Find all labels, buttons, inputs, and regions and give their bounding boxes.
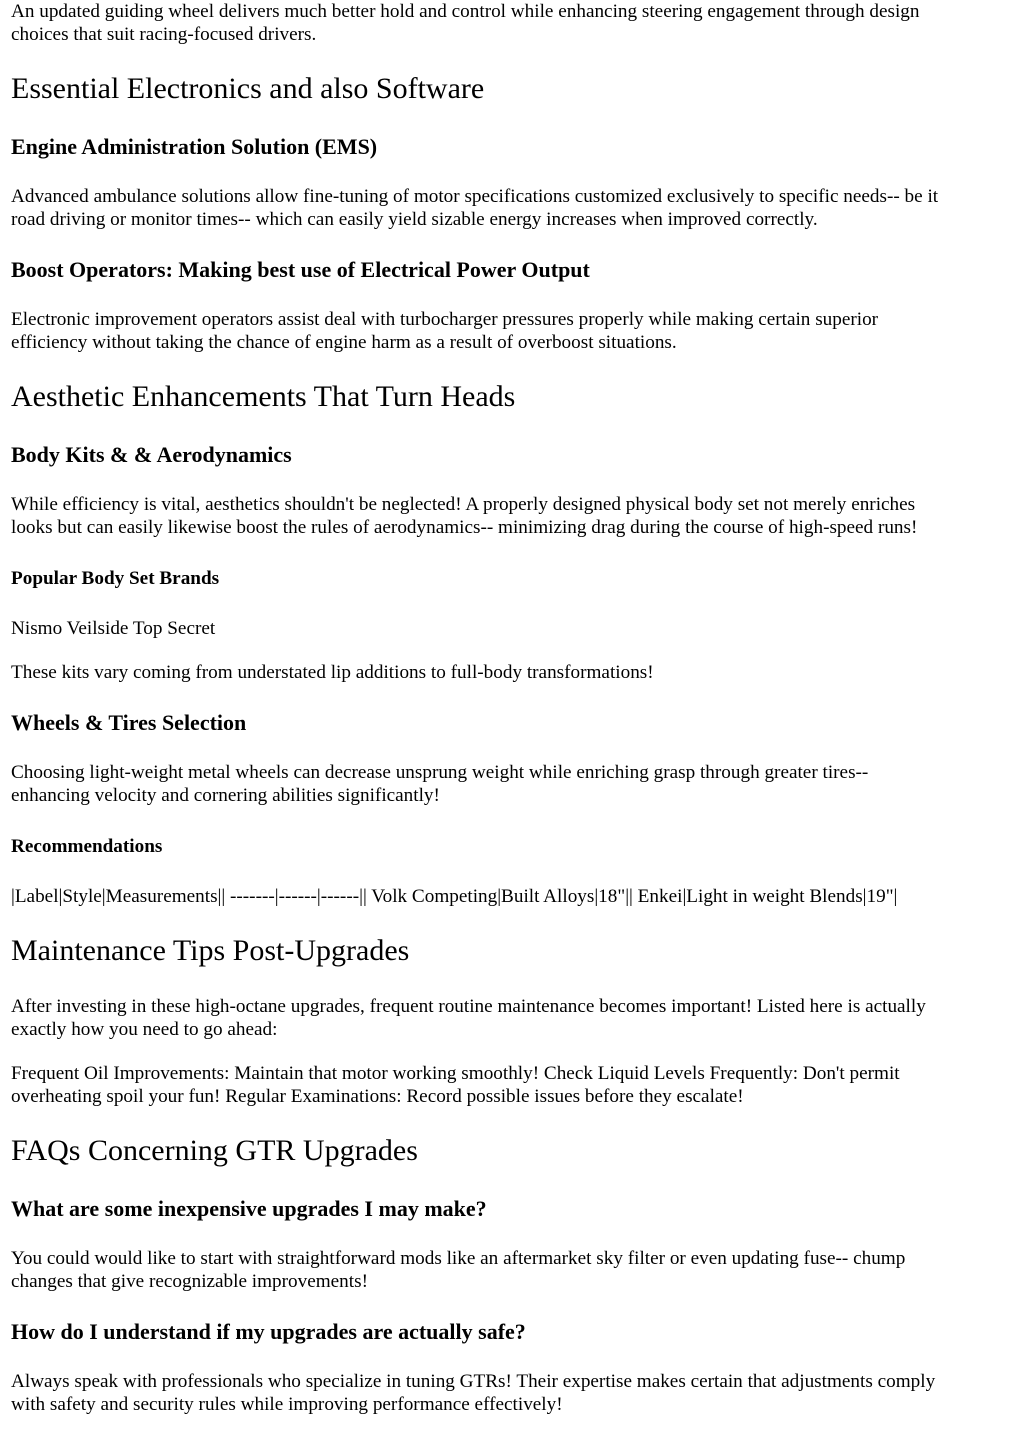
maintenance-tips-line-1: Frequent Oil Improvements: Maintain that motor working smoothly! Check Liquid Levels Frequently: Don't permit <box>11 1063 900 1084</box>
faq-question-1: What are some inexpensive upgrades I may make? <box>11 1196 487 1221</box>
maintenance-paragraph-line-2: exactly how you need to go ahead: <box>11 1019 278 1040</box>
subheading-wheels-tires: Wheels & Tires Selection <box>11 710 247 735</box>
section-heading-aesthetic: Aesthetic Enhancements That Turn Heads <box>11 380 516 413</box>
intro-paragraph-line-1: An updated guiding wheel delivers much better hold and control while enhancing steering engagement through design <box>11 1 920 22</box>
faq-answer-2-line-1: Always speak with professionals who specialize in tuning GTRs! Their expertise makes certain that adjustments comply <box>11 1371 936 1392</box>
faq-answer-2-line-2: with safety and security rules while improving performance effectively! <box>11 1394 563 1415</box>
ems-paragraph-line-2: road driving or monitor times-- which can easily yield sizable energy increases when improved correctly. <box>11 209 818 230</box>
body-kits-paragraph-line-2: looks but can easily likewise boost the rules of aerodynamics-- minimizing drag during the course of high-speed runs! <box>11 517 918 538</box>
section-heading-maintenance: Maintenance Tips Post-Upgrades <box>11 934 410 967</box>
boost-paragraph-line-1: Electronic improvement operators assist deal with turbocharger pressures properly while making certain superior <box>11 309 879 330</box>
subheading-recommendations: Recommendations <box>11 836 163 857</box>
subheading-body-kits: Body Kits & & Aerodynamics <box>11 442 292 467</box>
boost-paragraph-line-2: efficiency without taking the chance of engine harm as a result of overboost situations. <box>11 332 677 353</box>
maintenance-paragraph-line-1: After investing in these high-octane upgrades, frequent routine maintenance becomes important! Listed here is actually <box>11 996 926 1017</box>
brands-list: Nismo Veilside Top Secret <box>11 618 216 639</box>
subheading-boost-operators: Boost Operators: Making best use of Electrical Power Output <box>11 257 590 282</box>
subheading-popular-brands: Popular Body Set Brands <box>11 568 220 589</box>
body-kits-paragraph-line-1: While efficiency is vital, aesthetics shouldn't be neglected! A properly designed physical body set not merely enriches <box>11 494 916 515</box>
section-heading-faqs: FAQs Concerning GTR Upgrades <box>11 1134 418 1167</box>
faq-question-2: How do I understand if my upgrades are actually safe? <box>11 1319 526 1344</box>
ems-paragraph-line-1: Advanced ambulance solutions allow fine-tuning of motor specifications customized exclusively to specific needs-- be it <box>11 186 939 207</box>
subheading-ems: Engine Administration Solution (EMS) <box>11 134 378 159</box>
kits-note: These kits vary coming from understated lip additions to full-body transformations! <box>11 662 654 683</box>
section-heading-electronics: Essential Electronics and also Software <box>11 72 485 105</box>
faq-answer-1-line-1: You could would like to start with straightforward mods like an aftermarket sky filter or even updating fuse-- chump <box>11 1248 906 1269</box>
maintenance-tips-line-2: overheating spoil your fun! Regular Examinations: Record possible issues before they escalate! <box>11 1086 744 1107</box>
faq-answer-1-line-2: changes that give recognizable improvements! <box>11 1271 368 1292</box>
intro-paragraph-line-2: choices that suit racing-focused drivers. <box>11 24 317 45</box>
wheels-paragraph-line-1: Choosing light-weight metal wheels can decrease unsprung weight while enriching grasp through greater tires-- <box>11 762 869 783</box>
recommendations-table-text: |Label|Style|Measurements|| -------|------|------|| Volk Competing|Built Alloys|18"|| Enkei|Light in weight Blends|19"| <box>11 886 898 907</box>
wheels-paragraph-line-2: enhancing velocity and cornering abilities significantly! <box>11 785 440 806</box>
